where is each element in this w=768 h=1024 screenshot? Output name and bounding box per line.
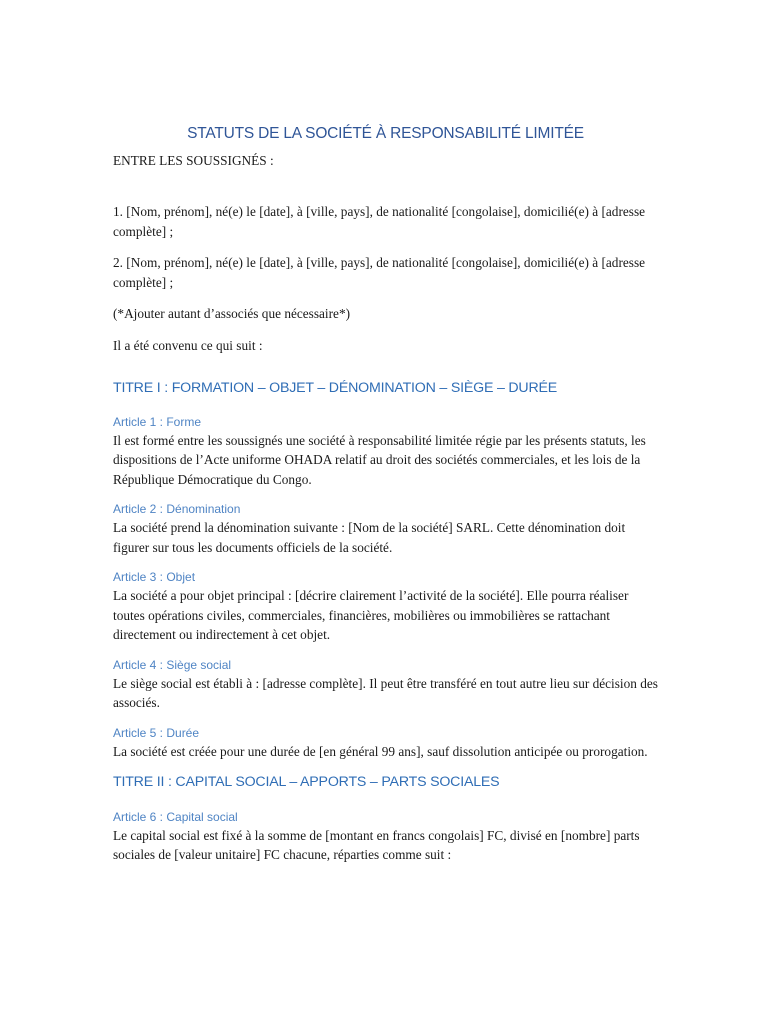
- party-2: 2. [Nom, prénom], né(e) le [date], à [ville, pays], de nationalité [congolaise], domicilié(e) à [adresse complète] ;: [113, 255, 646, 290]
- article-3: [113, 569, 658, 645]
- article-title: Article 3 : Objet: [113, 570, 196, 584]
- section-title-titre-2: TITRE II : CAPITAL SOCIAL – APPORTS – PARTS SOCIALES: [113, 774, 500, 790]
- article-body: Le capital social est fixé à la somme de [montant en francs congolais] FC, divisé en [nombre] parts sociales de [valeur unitaire] FC chacune, réparties comme suit :: [113, 827, 640, 862]
- article-body: Le siège social est établi à : [adresse complète]. Il peut être transféré en tout autre lieu sur décision des associés.: [113, 675, 658, 710]
- agreement-text: Il a été convenu ce qui suit :: [113, 337, 263, 353]
- add-partners-note: (*Ajouter autant d’associés que nécessaire*): [113, 306, 351, 321]
- document-title: STATUTS DE LA SOCIÉTÉ À RESPONSABILITÉ LIMITÉE: [187, 125, 584, 142]
- article-title: Article 4 : Siège social: [113, 657, 232, 672]
- article-title: Article 2 : Dénomination: [113, 502, 241, 516]
- article-body: La société prend la dénomination suivante : [Nom de la société] SARL. Cette dénomination doit figurer sur tous les documents officiels de la société.: [113, 520, 626, 555]
- article-4: [113, 657, 658, 713]
- document-page: [113, 124, 658, 877]
- article-body: La société est créée pour une durée de [en général 99 ans], sauf dissolution anticipée ou prorogation.: [113, 743, 648, 759]
- article-body: Il est formé entre les soussignés une société à responsabilité limitée régie par les présents statuts, les dispositions de l’Acte uniforme OHADA relatif au droit des sociétés commerciales, et les lois de la République Démocratique du Congo.: [113, 432, 646, 487]
- section-title-titre-1: TITRE I : FORMATION – OBJET – DÉNOMINATION – SIÈGE – DURÉE: [113, 380, 558, 396]
- article-title: Article 5 : Durée: [113, 725, 200, 740]
- article-1: [113, 414, 658, 490]
- article-title: Article 1 : Forme: [113, 414, 202, 429]
- party-1: 1. [Nom, prénom], né(e) le [date], à [ville, pays], de nationalité [congolaise], domicilié(e) à [adresse complète] ;: [113, 204, 646, 239]
- article-body: La société a pour objet principal : [décrire clairement l’activité de la société]. Elle pourra réaliser toutes opérations civiles, commerciales, financières, mobilières ou immobilières se rattachant directement ou indirectement à cet objet.: [113, 588, 629, 642]
- article-title: Article 6 : Capital social: [113, 809, 238, 824]
- article-2: [113, 501, 658, 557]
- article-5: [113, 725, 658, 762]
- article-6: [113, 809, 658, 865]
- intro-text: ENTRE LES SOUSSIGNÉS :: [113, 152, 274, 168]
